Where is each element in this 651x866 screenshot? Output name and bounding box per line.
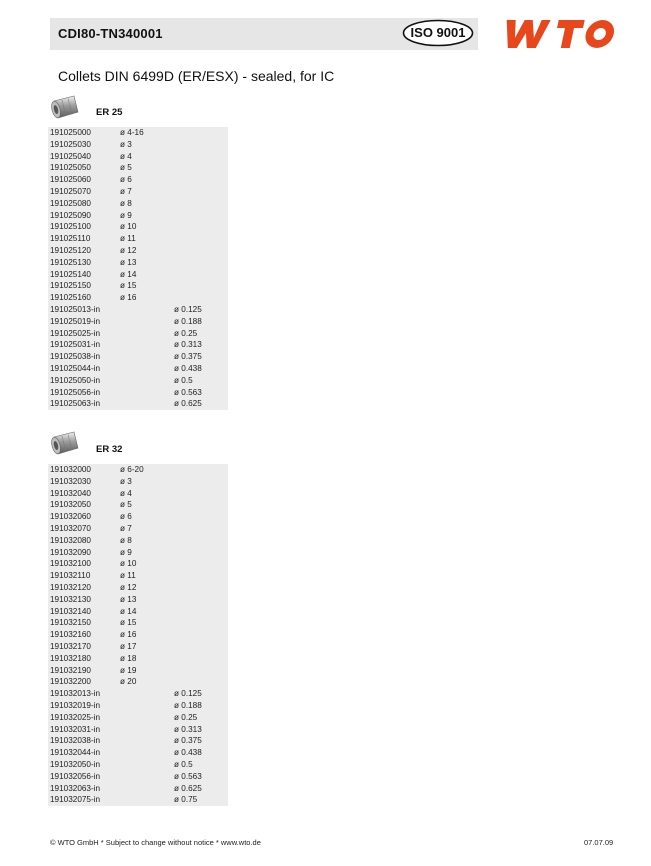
- article-number: 191032013-in: [50, 689, 101, 699]
- table-row: [48, 511, 228, 523]
- diameter-mm: ø 5: [120, 500, 132, 510]
- table-row: [48, 688, 228, 700]
- diameter-inch: ø 0.313: [174, 724, 202, 734]
- article-number: 191025056-in: [50, 387, 101, 397]
- page-title: Collets DIN 6499D (ER/ESX) - sealed, for IC: [58, 68, 335, 84]
- table-row: [48, 499, 228, 511]
- article-number: 191032160: [50, 630, 91, 640]
- table-row: [48, 351, 228, 363]
- diameter-inch: ø 0.438: [174, 363, 202, 373]
- table-row: [48, 606, 228, 618]
- diameter-mm: ø 10: [120, 559, 137, 569]
- article-number: 191025000: [50, 128, 91, 137]
- footer-copyright: © WTO GmbH * Subject to change without notice * www.wto.de: [50, 838, 261, 847]
- diameter-inch: ø 0.5: [174, 375, 193, 385]
- table-row: [48, 139, 228, 151]
- diameter-mm: ø 4-16: [120, 128, 144, 137]
- group-label-er25: ER 25: [96, 107, 123, 118]
- table-row: [48, 257, 228, 269]
- article-number: 191032080: [50, 535, 91, 545]
- table-row: [48, 488, 228, 500]
- article-number: 191025140: [50, 269, 91, 279]
- table-row: [48, 747, 228, 759]
- article-number: 191032140: [50, 606, 91, 616]
- table-row: [48, 594, 228, 606]
- collet-icon: [48, 428, 84, 458]
- diameter-mm: ø 13: [120, 257, 137, 267]
- article-number: 191032040: [50, 488, 91, 498]
- table-row: [48, 127, 228, 139]
- table-row: [48, 198, 228, 210]
- article-number: 191025031-in: [50, 340, 101, 350]
- diameter-inch: ø 0.563: [174, 387, 202, 397]
- table-row: [48, 328, 228, 340]
- diameter-mm: ø 14: [120, 269, 137, 279]
- article-number: 191032200: [50, 677, 91, 687]
- diameter-mm: ø 8: [120, 535, 132, 545]
- article-number: 191032130: [50, 594, 91, 604]
- diameter-mm: ø 9: [120, 547, 132, 557]
- article-number: 191032063-in: [50, 783, 101, 793]
- document-code: CDI80-TN340001: [58, 26, 163, 41]
- table-row: [48, 233, 228, 245]
- diameter-inch: ø 0.375: [174, 352, 202, 362]
- diameter-mm: ø 15: [120, 281, 137, 291]
- diameter-mm: ø 17: [120, 641, 137, 651]
- table-row: [48, 582, 228, 594]
- article-number: 191032110: [50, 571, 91, 581]
- article-number: 191025030: [50, 139, 91, 149]
- table-row: [48, 653, 228, 665]
- article-number: 191025160: [50, 293, 91, 303]
- article-number: 191032050-in: [50, 759, 101, 769]
- table-row: [48, 570, 228, 582]
- table-row: [48, 186, 228, 198]
- diameter-mm: ø 16: [120, 630, 137, 640]
- table-row: [48, 339, 228, 351]
- article-number: 191025038-in: [50, 352, 101, 362]
- table-row: [48, 316, 228, 328]
- diameter-mm: ø 9: [120, 210, 132, 220]
- table-row: [48, 245, 228, 257]
- article-number: 191025110: [50, 234, 91, 244]
- table-row: [48, 735, 228, 747]
- product-table-er25: [48, 127, 228, 410]
- diameter-inch: ø 0.375: [174, 736, 202, 746]
- diameter-mm: ø 8: [120, 198, 132, 208]
- diameter-mm: ø 5: [120, 163, 132, 173]
- iso-badge: [402, 19, 474, 47]
- article-number: 191025060: [50, 175, 91, 185]
- article-number: 191032031-in: [50, 724, 101, 734]
- article-number: 191032030: [50, 476, 91, 486]
- table-row: [48, 398, 228, 410]
- table-row: [48, 292, 228, 304]
- diameter-inch: ø 0.125: [174, 689, 202, 699]
- diameter-mm: ø 16: [120, 293, 137, 303]
- article-number: 191032150: [50, 618, 91, 628]
- table-row: [48, 558, 228, 570]
- diameter-inch: ø 0.313: [174, 340, 202, 350]
- table-row: [48, 794, 228, 806]
- article-number: 191025040: [50, 151, 91, 161]
- table-row: [48, 724, 228, 736]
- article-number: 191025080: [50, 198, 91, 208]
- article-number: 191025050-in: [50, 375, 101, 385]
- article-number: 191025050: [50, 163, 91, 173]
- diameter-inch: ø 0.188: [174, 700, 202, 710]
- diameter-inch: ø 0.625: [174, 399, 202, 409]
- table-row: [48, 174, 228, 186]
- table-row: [48, 547, 228, 559]
- article-number: 191025013-in: [50, 304, 101, 314]
- diameter-inch: ø 0.5: [174, 759, 193, 769]
- diameter-mm: ø 12: [120, 582, 137, 592]
- diameter-mm: ø 6-20: [120, 465, 144, 474]
- diameter-inch: ø 0.188: [174, 316, 202, 326]
- diameter-mm: ø 6: [120, 175, 132, 185]
- table-row: [48, 210, 228, 222]
- diameter-mm: ø 4: [120, 151, 132, 161]
- diameter-mm: ø 4: [120, 488, 132, 498]
- table-row: [48, 676, 228, 688]
- article-number: 191025044-in: [50, 363, 101, 373]
- table-row: [48, 712, 228, 724]
- article-number: 191025090: [50, 210, 91, 220]
- table-row: [48, 221, 228, 233]
- table-row: [48, 387, 228, 399]
- table-row: [48, 476, 228, 488]
- table-row: [48, 151, 228, 163]
- article-number: 191025070: [50, 186, 91, 196]
- article-number: 191032120: [50, 582, 91, 592]
- table-row: [48, 759, 228, 771]
- diameter-inch: ø 0.25: [174, 712, 198, 722]
- article-number: 191025100: [50, 222, 91, 232]
- table-row: [48, 783, 228, 795]
- diameter-mm: ø 18: [120, 653, 137, 663]
- table-row: [48, 700, 228, 712]
- diameter-mm: ø 12: [120, 245, 137, 255]
- collet-icon: [48, 92, 84, 122]
- footer-date: 07.07.09: [584, 838, 614, 847]
- table-row: [48, 641, 228, 653]
- group-label-er32: ER 32: [96, 444, 123, 455]
- table-row: [48, 162, 228, 174]
- diameter-mm: ø 20: [120, 677, 137, 687]
- article-number: 191032090: [50, 547, 91, 557]
- diameter-mm: ø 3: [120, 476, 132, 486]
- table-row: [48, 464, 228, 476]
- table-row: [48, 771, 228, 783]
- wto-logo: [500, 14, 618, 54]
- article-number: 191025063-in: [50, 399, 101, 409]
- article-number: 191032050: [50, 500, 91, 510]
- article-number: 191032038-in: [50, 736, 101, 746]
- table-row: [48, 665, 228, 677]
- diameter-mm: ø 14: [120, 606, 137, 616]
- article-number: 191025019-in: [50, 316, 101, 326]
- diameter-mm: ø 7: [120, 186, 132, 196]
- article-number: 191032000: [50, 465, 91, 474]
- article-number: 191032070: [50, 523, 91, 533]
- diameter-mm: ø 3: [120, 139, 132, 149]
- diameter-mm: ø 11: [120, 571, 136, 581]
- diameter-mm: ø 19: [120, 665, 137, 675]
- diameter-mm: ø 11: [120, 234, 136, 244]
- article-number: 191025150: [50, 281, 91, 291]
- diameter-mm: ø 7: [120, 523, 132, 533]
- table-row: [48, 535, 228, 547]
- article-number: 191025120: [50, 245, 91, 255]
- article-number: 191032190: [50, 665, 91, 675]
- table-row: [48, 523, 228, 535]
- diameter-mm: ø 10: [120, 222, 137, 232]
- article-number: 191032025-in: [50, 712, 101, 722]
- article-number: 191032075-in: [50, 795, 101, 805]
- article-number: 191032060: [50, 512, 91, 522]
- iso-label: ISO 9001: [410, 25, 466, 40]
- wto-logo-graphic: [500, 14, 618, 54]
- article-number: 191032019-in: [50, 700, 101, 710]
- article-number: 191032180: [50, 653, 91, 663]
- diameter-inch: ø 0.625: [174, 783, 202, 793]
- diameter-inch: ø 0.25: [174, 328, 198, 338]
- diameter-mm: ø 6: [120, 512, 132, 522]
- diameter-mm: ø 15: [120, 618, 137, 628]
- diameter-inch: ø 0.75: [174, 795, 198, 805]
- table-row: [48, 304, 228, 316]
- table-row: [48, 363, 228, 375]
- diameter-mm: ø 13: [120, 594, 137, 604]
- article-number: 191032056-in: [50, 771, 101, 781]
- table-row: [48, 280, 228, 292]
- diameter-inch: ø 0.563: [174, 771, 202, 781]
- diameter-inch: ø 0.125: [174, 304, 202, 314]
- product-table-er32: [48, 464, 228, 806]
- article-number: 191032044-in: [50, 748, 101, 758]
- table-row: [48, 375, 228, 387]
- table-row: [48, 617, 228, 629]
- table-row: [48, 269, 228, 281]
- article-number: 191025130: [50, 257, 91, 267]
- table-row: [48, 629, 228, 641]
- article-number: 191032170: [50, 641, 91, 651]
- article-number: 191025025-in: [50, 328, 101, 338]
- diameter-inch: ø 0.438: [174, 748, 202, 758]
- article-number: 191032100: [50, 559, 91, 569]
